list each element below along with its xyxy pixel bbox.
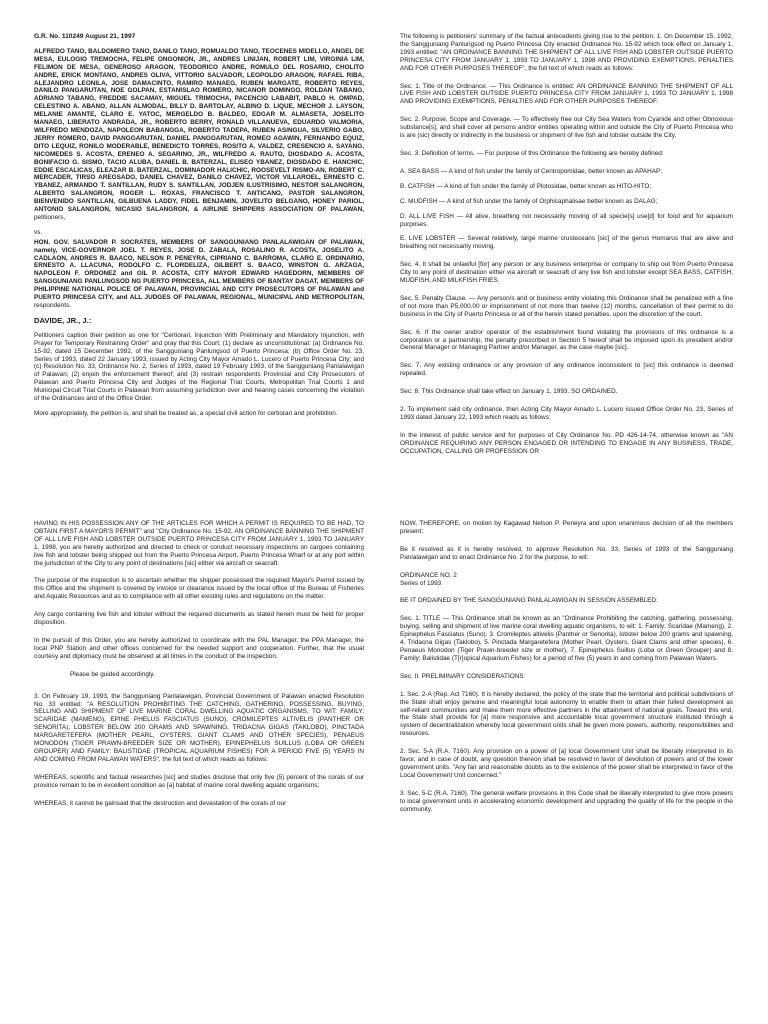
definition-item: B. CATFISH — A kind of fish under the family of Plotosidae, better known as HITO-HITO;: [400, 182, 652, 190]
section: 1. Sec. 2-A (Rep. Act 7160). It is hereby declared, the policy of the state that the territorial and political subdivisions of the State shall enjoy genuine and meaningful local autonomy to enable them to attain their fullest development as self-reliant communities and make them more effective partners in the attainment of national goals. Toward this end, the State shall provide for [a] more responsive and accountable local government structure instituted through a system of decentralization whereby local government units shall be given more powers, authority, responsibilities and resources.: [400, 690, 733, 738]
ponente: DAVIDE, JR., J.:: [34, 315, 92, 325]
case-number: G.R. No. 110249 August 21, 1997: [34, 33, 136, 40]
paragraph: In the interest of public service and for purposes of City Ordinance No. PD 426-14-74, otherwise known as "AN ORDINANCE REQUIRING ANY PERSON ENGAGED OR INTENDING TO ENGAGE IN ANY BUSINESS, TRADE, OCCUPATION, CALLING OR PROFESSION OR: [400, 431, 733, 455]
section: Sec. 7. Any existing ordinance or any provision of any ordinance inconsistent to [sic] this ordinance is deemed repealed.: [400, 362, 733, 378]
paragraph: 2. To implement said city ordinance, then Acting City Mayor Amado L. Lucero issued Office Order No. 23, Series of 1993 dated January 22, 1993 which reads as follows:: [400, 406, 733, 421]
section-heading: Sec. II. PRELIMINARY CONSIDERATIONS: [400, 672, 524, 680]
paragraph: 3. On February 19, 1993, the Sangguniang Panlalawigan, Provincial Government of Palawan enacted Resolution No. 33 entitled: "A RESOLUTION PROHIBITING THE CATCHING, GATHERING, POSSESSING, BUYING, SELLING AND SHIPMENT OF LIVE MARINE CORAL DWELLING AQUATIC ORGANISMS, TO WIT: FAMILY: SCARIDAE (MAMENG), EPINE PHELUS FASCIATUS (SUNO), CROMILEPTES ALTIVELIS (PANTHER OR SENORITA), LOBSTER BELOW 200 GRAMS AND SPAWNING, TRIDACNA GIGAS (TAKLOBO), PINCTADA MARGARETEFERA (MOTHER PEARL, OYSTERS, GIANT CLAMS AND OTHER SPECIES), PENAEUS MONODON (TIGER PRAWN-BREEDER SIZE OR MOTHER), EPINEPHELUS SUILLUS (LOBA OR GREEN GROUPER) AND FAMILY: BALISTIDAE (TROPICAL AQUARIUM FISHES) FOR A PERIOD FIVE (5) YEARS IN AND COMING FROM PALAWAN WATERS", the full text of which reads as follows:: [34, 692, 364, 763]
right-column-top: [400, 33, 733, 463]
respondents-names: HON. GOV. SALVADOR P. SOCRATES, MEMBERS OF SANGGUNIANG PANLALAWIGAN OF PALAWAN, namely, VICE-GOVERNOR JOEL T. REYES, JOSE D. ZABALA, ROSALINO R. ACOSTA, JOSELITO A. CADLAON, ANDRES R. BAACO, NELSON P. PENEYRA, CIPRIANO C. BARROMA, CLARO E. ORDINARIO, ERNESTO A. LLACUNA, RODOLFO C. FLORDELIZA, GILBERT S. BAACO, WINSTON G. ARZAGA, NAPOLEON F. ORDONEZ and GIL P. ACOSTA, CITY MAYOR EDWARD HAGEDORN, MEMBERS OF SANGGUNIANG PANLUNGSOD NG PUERTO PRINCESA, ALL MEMBERS OF BANTAY DAGAT, MEMBERS OF PHILIPPINE NATIONAL POLICE OF PALAWAN, PROVINCIAL AND CITY PROSECUTORS OF PALAWAN and PUERTO PRINCESA CITY, and ALL JUDGES OF PALAWAN, REGIONAL, MUNICIPAL AND METROPOLITAN,: [34, 238, 364, 302]
section: Sec. 6. If the owner and/or operator of the establishment found violating the provisions of this ordinance is a corporation or a partnership, the penalty prescribed in Section 5 hereof shall be imposed upon its president and/or General Manager or Managing Partner and/or Manager, as the case maybe [sic].: [400, 328, 733, 352]
petitioners-names: ALFREDO TANO, BALDOMERO TANO, DANILO TANO, ROMUALDO TANO, TEOCENES MIDELLO, ANGEL DE MESA, EULOGIO TREMOCHA, FELIPE ONGONION, JR., ANDRES LINIJAN, ROBERT LIM, VIRGINIA LIM, FELIMON DE MESA, GENEROSO ARAGON, TEODORICO ANDRE, ROMULO DEL ROSARIO, CHOLITO ANDRE, ERICK MONTANO, ANDRES OLIVA, VITTORIO SALVADOR, LEOPOLDO ARAGON, RAFAEL RIBA, ALEJANDRO LEONILA, JOSE DAMACINTO, RAMIRO MANAEG, RUBEN MARGATE, ROBERTO REYES, DANILO PANGARUTAN, NOE GOLPAN, ESTANISLAO ROMERO, NICANOR DOMINGO, ROLDAN TABANG, ADRIANO TABANG, FREDDIE SACAMAY, MIGUEL TRIMOCHA, PACENCIO LABABIT, PABLO H. OMPAD, CELESTINO A. ABANO, ALLAN ALMODAL, BILLY D. BARTOLAY, ALBINO D. LIQUE, MECHOR J. LAYSON, MELANIE AMANTE, CLARO E. YATOC, MERGELDO B. BALDEO, EDGAR M. ALMASETA, JOSELITO MANAEG, LIBERATO ANDRADA, JR., ROBERTO BERRY, RONALD VILLANUEVA, EDUARDO VALMORIA, WILFREDO MENDOZA, NAPOLEON BABANGGA, ROBERTO TADEPA, RUBEN ASINGUA, SILVERIO GABO, JERRY ROMERO, DAVID PANGGARUTAN, DANIEL PANGGARUTAN, ROMEO AGAWIN, FERNANDO EQUIZ, DITO LEQUIZ, RONILO MODERABLE, BENEDICTO TORRES, ROSITO A. VALDEZ, CRESENCIO A. SAYANG, NICOMEDES S. ACOSTA, ERENEO A. SEGARINO, JR., WILFREDO A. RAUTO, DIOSDADO A. ACOSTA, BONIFACIO G. SISMO, TACIO ALUBA, DANIEL B. BATERZAL, ELISEO YBANEZ, DIOSDADO E. HANCHIC, EDDIE ESCALICAS, ELEAZAR B. BATERZAL, DOMINADOR HALICHIC, ROOSEVELT RISMO-AN, ROBERT C. MERCADER, TIRSO AREGSADO, DANIEL CHAVEZ, DANILO CHAVEZ, VICTOR VILLAROEL, ERNESTO C. YBANEZ, ARMANDO T. SANTILLAN, RUDY S. SANTILLAN, JODJEN ILUSTRISIMO, NESTOR SALANGRON, ALBERTO SALANGRON, ROGER L. ROXAS, FRANCISCO T. ANTICANO, PASTOR SALANGRON, BIENVENIDO SANTILLAN, GILBUENA LADDY, FIDEL BENJAMIN, JOVELITO BELGANO, HONEY PARIOL, ANTONIO SALANGRON, NICASIO SALANGRON, & AIRLINE SHIPPERS ASSOCIATION OF PALAWAN,: [34, 47, 364, 214]
section: Sec. 2. Purpose, Scope and Coverage. — To effectively free our City Sea Waters from Cyanide and other Obnoxious substance[s], and shall cover all persons and/or entities operating within and outside the City of Puerto Princesa who is are (sic) directly or indirectly in the business or shipment of live fish and lobster outside the City.: [400, 116, 733, 140]
ordinance-series: Series of 1993: [400, 579, 442, 587]
paragraph: HAVING IN HIS POSSESSION ANY OF THE ARTICLES FOR WHICH A PERMIT IS REQUIRED TO BE HAD, TO OBTAIN FIRST A MAYOR'S PERMIT" and "City Ordinance No. 15-92, AN ORDINANCE BANNING THE SHIPMENT OF ALL LIVE FISH AND LOBSTER OUTSIDE PUERTO PRINCESA CITY FROM JANUARY 1, 1993 TO JANUARY 1, 1998, you are hereby authorized and directed to check or conduct necessary inspections on cargoes containing live fish and lobster being shipped out from the Puerto Princesa Airport, Puerto Princesa Wharf or at any port within the jurisdiction of the City to any point of destinations [sic] either via aircraft or seacraft.: [34, 520, 364, 567]
definition-item: E. LIVE LOBSTER — Several relatively, large marine crusteceans [sic] of the genus Homarus that are alive and breathing not necessarily moving.: [400, 235, 733, 251]
left-column-top: [34, 33, 364, 425]
vs-text: vs.: [34, 228, 43, 236]
paragraph: Be it resolved as it is hereby resolved, to approve Resolution No. 33, Series of 1993 of the Sangguniang Panlalawigan and to enact Ordinance No. 2 for the purpose, to wit:: [400, 545, 733, 561]
paragraph: In the pursuit of this Order, you are hereby authorized to coordinate with the PAL Manager, the PPA Manager, the local PNP Station and other offices concerned for the needed support and cooperation. Further, that the usual courtesy and diplomacy must be observed at all times in the conduct of the inspection.: [34, 636, 364, 660]
paragraph: Please be guided accordingly.: [70, 670, 155, 678]
definitions-list: [400, 168, 733, 251]
ordinance-number: ORDINANCE NO. 2: [400, 571, 457, 579]
section: Sec. 1. TITLE — This Ordinance shall be known as an "Ordinance Prohibiting the catching, gathering, possessing, buying, selling and shipment of live marine coral dwelling aquatic organisms, to wit: 1. Family: Scaridae (Mameng), 2. Epinephelus Fasciatus (Suno). 3. Cromileptes altivelis (Panther or Senorita), lobster below 200 grams and spawning, 4. Tridacna Gigas (Taklobo), 5. Pinctada Margaretefera (Mother Pearl, Oysters, Giant Clams and other species), 6. Penaeus Monodon (Tiger Prawn-breeder size or mother), 7. Epinephelus Suillus (Loba or Green Grouper) and 8. Family: Balistidae (T[r]opical Aquarium Fishes) for a period of five (5) years in and coming from Palawan Waters.: [400, 615, 733, 662]
paragraph: WHEREAS, scientific and factual researches [sic] and studies disclose that only five (5) percent of the corals of our province remain to be in excellent condition as [a] habitat of marine coral dwelling aquatic organisms;: [34, 773, 364, 789]
definition-item: C. MUDFISH — A kind of fish under the family of Orphicaphalisae better known as DALAG;: [400, 197, 658, 205]
paragraph: Any cargo containing live fish and lobster without the required documents as stated herein must be held for proper disposition.: [34, 611, 364, 627]
respondents-word: respondents.: [34, 302, 71, 309]
right-column-bottom: [400, 520, 733, 820]
paragraph: WHEREAS, it cannot be gainsaid that the destruction and devastation of the corals of our: [34, 799, 287, 807]
section: Sec. 5. Penalty Clause. — Any person/s and or business entity violating this Ordinance shall be penalized with a fine of not more than P5,000.00 or imprisonment of not more than twelve (12) months, cancellation of their permit to do business in the City of Puerto Princesa or all of the herein stated penalties, upon the discretion of the court.: [400, 294, 733, 318]
definition-item: A. SEA BASS — A kind of fish under the family of Centropomidae, better known as APAHAP;: [400, 167, 663, 175]
section: 3. Sec. 5-C (R.A. 7160). The general welfare provisions in this Code shall be liberally interpreted to give more powers to local government units in accelerating economic development and upgrading the quality of life for the people in the community.: [400, 789, 733, 813]
section: Sec. 4. It shall be unlawful [for] any person or any business enterprise or company to ship out from Puerto Princesa City to any point of destination either via aircraft or seacraft of any live fish and lobster except SEA BASS, CATFISH, MUDFISH, AND MILKFISH FRIES.: [400, 261, 733, 285]
ordained-clause: BE IT ORDAINED BY THE SANGGUNIANG PANLALAWIGAN IN SESSION ASSEMBLED:: [400, 597, 658, 605]
section: 2. Sec. 5-A (R.A. 7160). Any provision on a power of [a] local Government Unit shall be liberally interpreted in its favor, and in case of doubt, any question thereon shall be resolved in favor of devolution of powers and of the lower government units. "Any fair and reasonable doubts as to the existence of the power shall be interpreted in favor of the Local Government Unit concerned.": [400, 748, 733, 779]
paragraph: More appropriately, the petition is, and shall be treated as, a special civil action for certiorari and prohibition.: [34, 409, 338, 417]
petitioners-word: petitioners,: [34, 213, 66, 221]
section: Sec. 8. This Ordinance shall take effect on January 1, 1993. SO ORDAINED.: [400, 388, 618, 396]
section: Sec. 3. Definition of terms. — For purpose of this Ordinance the following are hereby defined:: [400, 149, 664, 157]
left-column-bottom: [34, 520, 364, 814]
paragraph: NOW, THEREFORE, on motion by Kagawad Nelson P. Peneyra and upon unanimous decision of all the members present;: [400, 520, 733, 535]
paragraph: The following is petitioners' summary of the factual antecedents giving rise to the petition: 1. On December 15, 1992, the Sangguniang Panlungsod ng Puerto Princesa City enacted Ordinance No. 15-92 which took effect on January 1, 1993 entitled: "AN ORDINANCE BANNING THE SHIPMENT OF ALL LIVE FISH AND LOBSTER OUTSIDE PUERTO PRINCESA CITY FROM JANUARY 1, 1993 TO JANUARY 1, 1998 AND PROVIDING EXEMPTIONS, PENALTIES AND FOR OTHER PURPOSES THEREOF", the full text of which reads as follows:: [400, 33, 733, 72]
paragraph: The purpose of the inspection is to ascertain whether the shipper possessed the required Mayor's Permit issued by this Office and the shipment is covered by invoice or clearance issued by the local office of the Bureau of Fisheries and Aquatic Resources and as to compliance with all other existing rules and regulations on the matter.: [34, 577, 364, 601]
respondents-block: [34, 239, 364, 310]
definition-item: D. ALL LIVE FISH — All alive, breathing not necessarily moving of all specie[s] use[d] for food and for aquarium purposes.: [400, 212, 733, 228]
paragraph: Petitioners caption their petition as one for "Certiorari, Injunction With Preliminary and Mandatory Injunction, with Prayer for Temporary Restraining Order" and pray that this Court: (1) declare as unconstitutional: (a) Ordinance No. 15-92, dated 15 December 1992, of the Sangguniang Panlungsod of Puerto Princesa; (b) Office Order No. 23, Series of 1993, dated 22 January 1993, issued by Acting City Mayor Amado L. Lucero of Puerto Princesa City; and (c) Resolution No. 33, Ordinance No. 2, Series of 1993, dated 19 February 1993, of the Sangguniang Panlalawigan of Palawan; (2) enjoin the enforcement thereof; and (3) restrain respondents Provincial and City Prosecutors of Palawan and Puerto Princesa City and Judges of the Regional Trial Courts, Metropolitan Trial Courts 1 and Municipal Circuit Trial Courts in Palawan from assuming jurisdiction over and hearing cases concerning the violation of the Ordinances and of the Office Order.: [34, 331, 364, 403]
petitioners-block: [34, 48, 364, 222]
section: Sec. 1. Title of the Ordinance. — This Ordinance is entitled: AN ORDINANCE BANNING THE SHIPMENT OF ALL LIVE FISH AND LOBSTER OUTSIDE PUERTO PRINCESA CITY FROM JANUARY 1, 1993 TO JANUARY 1, 1998 AND PROVIDING EXEMPTIONS, PENALTIES AND FOR OTHER PURPOSES THEREOF.: [400, 82, 733, 106]
